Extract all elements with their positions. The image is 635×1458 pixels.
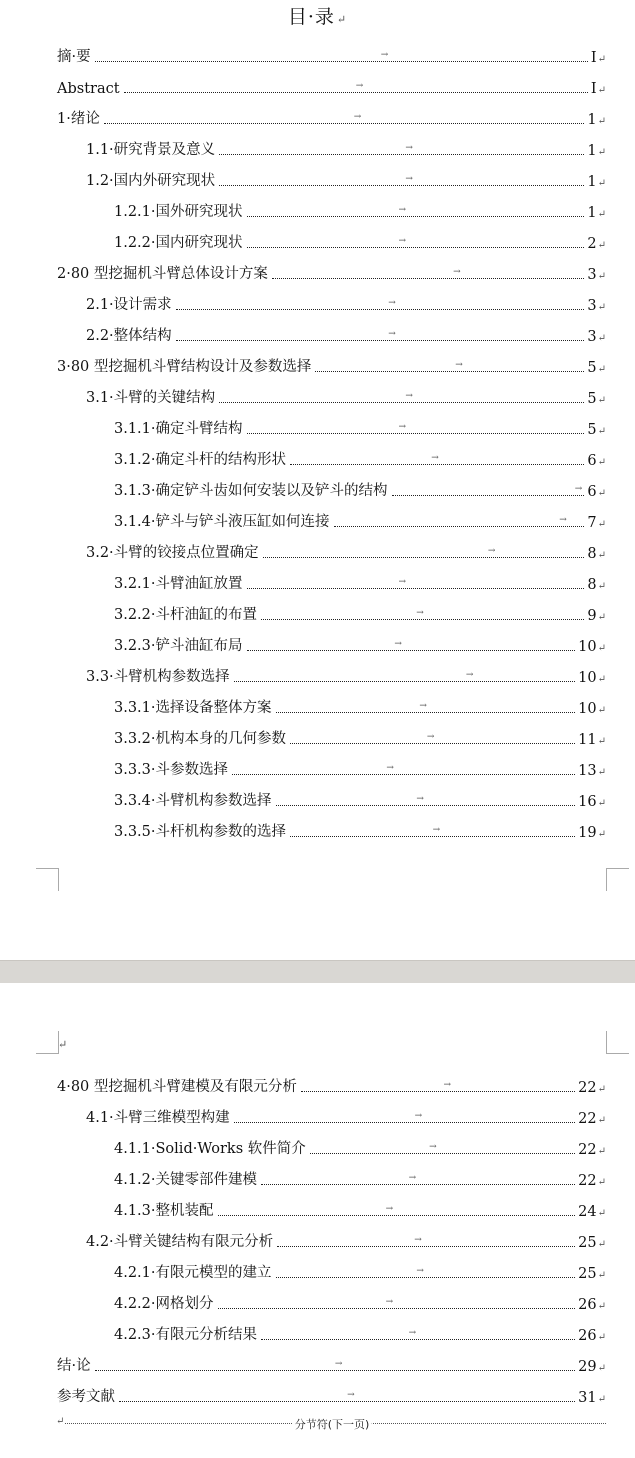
toc-leader-dots [219, 143, 584, 155]
toc-entry-page-number: 24↵ [578, 1204, 606, 1220]
toc-entry-label: 3.1.1·确定斗臂结构 [114, 421, 243, 437]
paragraph-mark-icon: ↵ [597, 829, 606, 840]
toc-entry-label: 1·绪论 [57, 111, 100, 127]
toc-entry-label: 3·80 型挖掘机斗臂结构设计及参数选择 [57, 359, 312, 375]
paragraph-mark-icon: ↵ [597, 457, 606, 468]
toc-leader-dots [232, 763, 575, 775]
toc-entry-label: 4·80 型挖掘机斗臂建模及有限元分析 [57, 1079, 297, 1095]
tab-arrow-icon: → [426, 732, 435, 742]
toc-entry-page-number: I↵ [590, 81, 606, 97]
toc-leader-dots [276, 701, 576, 713]
toc-entry-label: 3.3.2·机构本身的几何参数 [114, 731, 287, 747]
toc-entry[interactable] [57, 46, 606, 66]
paragraph-mark-icon: ↵ [597, 1270, 606, 1281]
tab-arrow-icon: → [414, 1235, 422, 1245]
toc-entry-label: 3.1.2·确定斗杆的结构形状 [114, 452, 287, 468]
paragraph-mark-icon: ↵ [597, 85, 606, 96]
toc-entry-label: 3.1.4·铲斗与铲斗液压缸如何连接 [114, 514, 330, 530]
toc-entry[interactable] [57, 1076, 606, 1096]
paragraph-mark-icon: ↵ [597, 767, 606, 778]
paragraph-mark-icon: ↵ [58, 1038, 68, 1051]
paragraph-mark-icon: ↵ [597, 1208, 606, 1219]
toc-entry-page-number: 1↵ [587, 112, 606, 128]
toc-leader-dots [218, 1204, 576, 1216]
tab-arrow-icon: → [416, 794, 424, 804]
toc-entry-page-number: 22↵ [578, 1173, 606, 1189]
tab-arrow-icon: → [398, 205, 407, 215]
toc-entry-page-number: 16↵ [578, 794, 606, 810]
toc-leader-dots [392, 484, 585, 496]
paragraph-mark-icon: ↵ [597, 1332, 606, 1343]
paragraph-mark-icon: ↵ [56, 1416, 65, 1427]
toc-entry-page-number: 3↵ [587, 329, 606, 345]
paragraph-mark-icon: ↵ [597, 1115, 606, 1126]
toc-entry[interactable] [114, 759, 606, 779]
paragraph-mark-icon: ↵ [597, 550, 606, 561]
tab-arrow-icon: → [405, 174, 413, 184]
toc-entry[interactable] [114, 728, 606, 748]
toc-entry-page-number: 13↵ [578, 763, 606, 779]
toc-entry-label: 4.1.3·整机装配 [114, 1203, 214, 1219]
paragraph-mark-icon: ↵ [597, 426, 606, 437]
paragraph-mark-icon: ↵ [597, 736, 606, 747]
toc-entry[interactable] [114, 1262, 606, 1282]
paragraph-mark-icon: ↵ [597, 209, 606, 220]
toc-entry[interactable] [114, 790, 606, 810]
toc-entry[interactable] [114, 821, 606, 841]
toc-entry-label: 3.3.3·斗参数选择 [114, 762, 229, 778]
toc-entry-page-number: 5↵ [587, 422, 606, 438]
toc-entry-page-number: 31↵ [578, 1390, 606, 1406]
toc-entry[interactable] [86, 1107, 606, 1127]
toc-entry-page-number: 10↵ [578, 701, 606, 717]
toc-leader-dots [290, 825, 575, 837]
toc-entry-page-number: 29↵ [578, 1359, 606, 1375]
toc-entry-page-number: 6↵ [587, 453, 606, 469]
paragraph-mark-icon: ↵ [336, 13, 348, 26]
toc-entry[interactable] [114, 418, 606, 438]
toc-leader-dots [247, 236, 585, 248]
toc-leader-dots [219, 174, 584, 186]
tab-arrow-icon: → [419, 701, 427, 711]
tab-arrow-icon: → [380, 50, 389, 60]
toc-leader-dots [310, 1142, 575, 1154]
toc-entry-label: 4.2.1·有限元模型的建立 [114, 1265, 272, 1281]
toc-entry-label: 2.1·设计需求 [86, 297, 172, 313]
paragraph-mark-icon: ↵ [597, 240, 606, 251]
toc-entry[interactable] [86, 139, 606, 159]
crop-mark-bottom-left [36, 868, 59, 891]
toc-entry-label: 1.2.2·国内研究现状 [114, 235, 243, 251]
paragraph-mark-icon: ↵ [597, 1301, 606, 1312]
paragraph-mark-icon: ↵ [597, 147, 606, 158]
toc-entry-page-number: 1↵ [587, 174, 606, 190]
toc-leader-dots [276, 794, 576, 806]
toc-entry-label: 4.1.1·Solid·Works 软件简介 [114, 1141, 306, 1157]
toc-entry-label: 4.2.2·网格划分 [114, 1296, 214, 1312]
toc-title: 目·录 ↵ [287, 6, 348, 28]
toc-entry-label: Abstract [57, 81, 120, 97]
toc-entry-label: 2.2·整体结构 [86, 328, 172, 344]
toc-entry-label: 3.3.4·斗臂机构参数选择 [114, 793, 272, 809]
paragraph-mark-icon: ↵ [597, 798, 606, 809]
toc-entry[interactable] [86, 325, 606, 345]
toc-entry[interactable] [86, 1231, 606, 1251]
toc-leader-dots [261, 1173, 575, 1185]
toc-entry[interactable] [57, 108, 606, 128]
toc-entry[interactable] [114, 1324, 606, 1344]
toc-entry-page-number: 1↵ [587, 143, 606, 159]
toc-entry[interactable] [86, 170, 606, 190]
paragraph-mark-icon: ↵ [597, 1363, 606, 1374]
tab-arrow-icon: → [385, 1204, 394, 1214]
crop-mark-top-left [36, 1031, 59, 1054]
toc-leader-dots [95, 50, 588, 62]
toc-entry[interactable] [114, 449, 606, 469]
section-break [58, 1416, 606, 1432]
tab-arrow-icon: → [429, 1142, 437, 1152]
toc-leader-dots [176, 329, 585, 341]
paragraph-mark-icon: ↵ [597, 1239, 606, 1250]
toc-entry-label: 3.2·斗臂的铰接点位置确定 [86, 545, 259, 561]
toc-entry-label: 3.2.1·斗臂油缸放置 [114, 576, 243, 592]
tab-arrow-icon: → [353, 112, 362, 122]
toc-entry-page-number: 22↵ [578, 1142, 606, 1158]
toc-entry[interactable] [86, 294, 606, 314]
toc-entry-page-number: 7↵ [587, 515, 606, 531]
toc-leader-dots [247, 639, 576, 651]
toc-entry-page-number: 8↵ [587, 546, 606, 562]
toc-entry-label: 3.2.2·斗杆油缸的布置 [114, 607, 258, 623]
toc-entry-page-number: 9↵ [587, 608, 606, 624]
toc-entry-page-number: 2↵ [587, 236, 606, 252]
paragraph-mark-icon: ↵ [597, 488, 606, 499]
toc-leader-dots [124, 81, 588, 93]
toc-entry[interactable] [57, 77, 606, 97]
toc-entry-page-number: 25↵ [578, 1235, 606, 1251]
toc-entry-page-number: 26↵ [578, 1297, 606, 1313]
toc-entry[interactable] [57, 1386, 606, 1406]
toc-entry-label: 结·论 [57, 1358, 91, 1374]
toc-leader-dots [261, 608, 584, 620]
tab-arrow-icon: → [405, 391, 413, 401]
toc-leader-dots [219, 391, 584, 403]
toc-entry[interactable] [114, 1293, 606, 1313]
toc-entry-page-number: 5↵ [587, 391, 606, 407]
toc-entry[interactable] [114, 232, 606, 252]
toc-entry[interactable] [86, 387, 606, 407]
tab-arrow-icon: → [334, 1359, 343, 1369]
toc-leader-dots [104, 112, 585, 124]
tab-arrow-icon: → [453, 267, 461, 277]
tab-arrow-icon: → [405, 143, 413, 153]
toc-entry[interactable] [114, 697, 606, 717]
toc-entry-page-number: 6↵ [587, 484, 606, 500]
toc-entry-page-number: 1↵ [587, 205, 606, 221]
toc-entry-page-number: 22↵ [578, 1111, 606, 1127]
section-break-label: 分节符(下一页) [294, 1418, 370, 1431]
toc-entry[interactable] [57, 1355, 606, 1375]
tab-arrow-icon: → [431, 453, 439, 463]
toc-leader-dots [234, 670, 575, 682]
paragraph-mark-icon: ↵ [597, 364, 606, 375]
toc-entry[interactable] [114, 1138, 606, 1158]
toc-leader-dots [234, 1111, 575, 1123]
toc-leader-dots [95, 1359, 576, 1371]
toc-entry-page-number: 25↵ [578, 1266, 606, 1282]
toc-entry-page-number: 11↵ [578, 732, 606, 748]
toc-entry-page-number: 10↵ [578, 639, 606, 655]
toc-entry-page-number: 26↵ [578, 1328, 606, 1344]
toc-entry-label: 4.1.2·关键零部件建模 [114, 1172, 258, 1188]
toc-entry-label: 1.1·研究背景及意义 [86, 142, 216, 158]
toc-entry-page-number: 10↵ [578, 670, 606, 686]
crop-mark-bottom-right [606, 868, 629, 891]
toc-entry-page-number: 19↵ [578, 825, 606, 841]
toc-entry-page-number: I↵ [590, 50, 606, 66]
toc-leader-dots [247, 577, 585, 589]
paragraph-mark-icon: ↵ [597, 178, 606, 189]
toc-leader-dots [334, 515, 585, 527]
toc-entry-label: 4.2·斗臂关键结构有限元分析 [86, 1234, 274, 1250]
tab-arrow-icon: → [355, 81, 364, 91]
tab-arrow-icon: → [398, 236, 407, 246]
toc-entry[interactable] [114, 480, 606, 500]
toc-leader-dots [247, 205, 585, 217]
toc-entry[interactable] [57, 263, 606, 283]
toc-entry-label: 摘·要 [57, 49, 91, 65]
toc-entry-label: 3.2.3·铲斗油缸布局 [114, 638, 243, 654]
paragraph-mark-icon: ↵ [597, 271, 606, 282]
tab-arrow-icon: → [432, 825, 441, 835]
paragraph-mark-icon: ↵ [597, 519, 606, 530]
tab-arrow-icon: → [574, 484, 583, 494]
paragraph-mark-icon: ↵ [597, 581, 606, 592]
toc-entry[interactable] [114, 573, 606, 593]
toc-entry-label: 4.1·斗臂三维模型构建 [86, 1110, 230, 1126]
tab-arrow-icon: → [408, 1173, 417, 1183]
toc-leader-dots [276, 1266, 576, 1278]
toc-entry[interactable] [114, 1169, 606, 1189]
toc-leader-dots [315, 360, 584, 372]
toc-leader-dots [272, 267, 584, 279]
toc-leader-dots [290, 453, 584, 465]
paragraph-mark-icon: ↵ [597, 1146, 606, 1157]
tab-arrow-icon: → [388, 329, 396, 339]
paragraph-mark-icon: ↵ [597, 705, 606, 716]
paragraph-mark-icon: ↵ [597, 395, 606, 406]
paragraph-mark-icon: ↵ [597, 612, 606, 623]
tab-arrow-icon: → [408, 1328, 417, 1338]
tab-arrow-icon: → [487, 546, 496, 556]
toc-leader-dots [119, 1390, 575, 1402]
toc-leader-dots [218, 1297, 576, 1309]
toc-leader-dots [247, 422, 585, 434]
tab-arrow-icon: → [559, 515, 567, 525]
tab-arrow-icon: → [347, 1390, 355, 1400]
toc-entry-label: 2·80 型挖掘机斗臂总体设计方案 [57, 266, 268, 282]
toc-entry-page-number: 3↵ [587, 298, 606, 314]
toc-entry-label: 4.2.3·有限元分析结果 [114, 1327, 258, 1343]
crop-mark-top-right [606, 1031, 629, 1054]
page-separator [0, 960, 635, 984]
toc-leader-dots [261, 1328, 575, 1340]
toc-entry[interactable] [114, 511, 606, 531]
toc-entry-label: 参考文献 [57, 1389, 115, 1405]
toc-entry-label: 3.1·斗臂的关键结构 [86, 390, 216, 406]
toc-entry-page-number: 5↵ [587, 360, 606, 376]
toc-entry[interactable] [114, 635, 606, 655]
tab-arrow-icon: → [394, 639, 402, 649]
tab-arrow-icon: → [443, 1080, 452, 1090]
tab-arrow-icon: → [385, 1297, 394, 1307]
tab-arrow-icon: → [398, 422, 407, 432]
toc-leader-dots [263, 546, 585, 558]
toc-entry-page-number: 22↵ [578, 1080, 606, 1096]
toc-entry-label: 3.3.1·选择设备整体方案 [114, 700, 272, 716]
paragraph-mark-icon: ↵ [597, 302, 606, 313]
toc-entry[interactable] [57, 356, 606, 376]
toc-entry-label: 1.2·国内外研究现状 [86, 173, 216, 189]
toc-leader-dots [290, 732, 575, 744]
paragraph-mark-icon: ↵ [597, 1084, 606, 1095]
toc-entry[interactable] [86, 666, 606, 686]
toc-entry[interactable] [114, 604, 606, 624]
paragraph-mark-icon: ↵ [597, 333, 606, 344]
toc-leader-dots [176, 298, 585, 310]
toc-entry-label: 1.2.1·国外研究现状 [114, 204, 243, 220]
paragraph-mark-icon: ↵ [597, 116, 606, 127]
tab-arrow-icon: → [414, 1111, 423, 1121]
toc-entry-page-number: 8↵ [587, 577, 606, 593]
tab-arrow-icon: → [416, 608, 424, 618]
tab-arrow-icon: → [455, 360, 463, 370]
paragraph-mark-icon: ↵ [597, 1394, 606, 1405]
toc-entry-label: 3.1.3·确定铲斗齿如何安装以及铲斗的结构 [114, 483, 388, 499]
paragraph-mark-icon: ↵ [597, 54, 606, 65]
toc-leader-dots [277, 1235, 575, 1247]
paragraph-mark-icon: ↵ [597, 1177, 606, 1188]
toc-entry-page-number: 3↵ [587, 267, 606, 283]
paragraph-mark-icon: ↵ [597, 643, 606, 654]
paragraph-mark-icon: ↵ [597, 674, 606, 685]
tab-arrow-icon: → [388, 298, 396, 308]
document-page-2 [0, 983, 635, 1458]
tab-arrow-icon: → [398, 577, 407, 587]
tab-arrow-icon: → [416, 1266, 424, 1276]
toc-entry-label: 3.3·斗臂机构参数选择 [86, 669, 230, 685]
tab-arrow-icon: → [386, 763, 394, 773]
toc-entry-label: 3.3.5·斗杆机构参数的选择 [114, 824, 287, 840]
toc-leader-dots [301, 1080, 575, 1092]
toc-entry[interactable] [114, 1200, 606, 1220]
toc-entry[interactable] [86, 542, 606, 562]
toc-entry[interactable] [114, 201, 606, 221]
tab-arrow-icon: → [465, 670, 474, 680]
